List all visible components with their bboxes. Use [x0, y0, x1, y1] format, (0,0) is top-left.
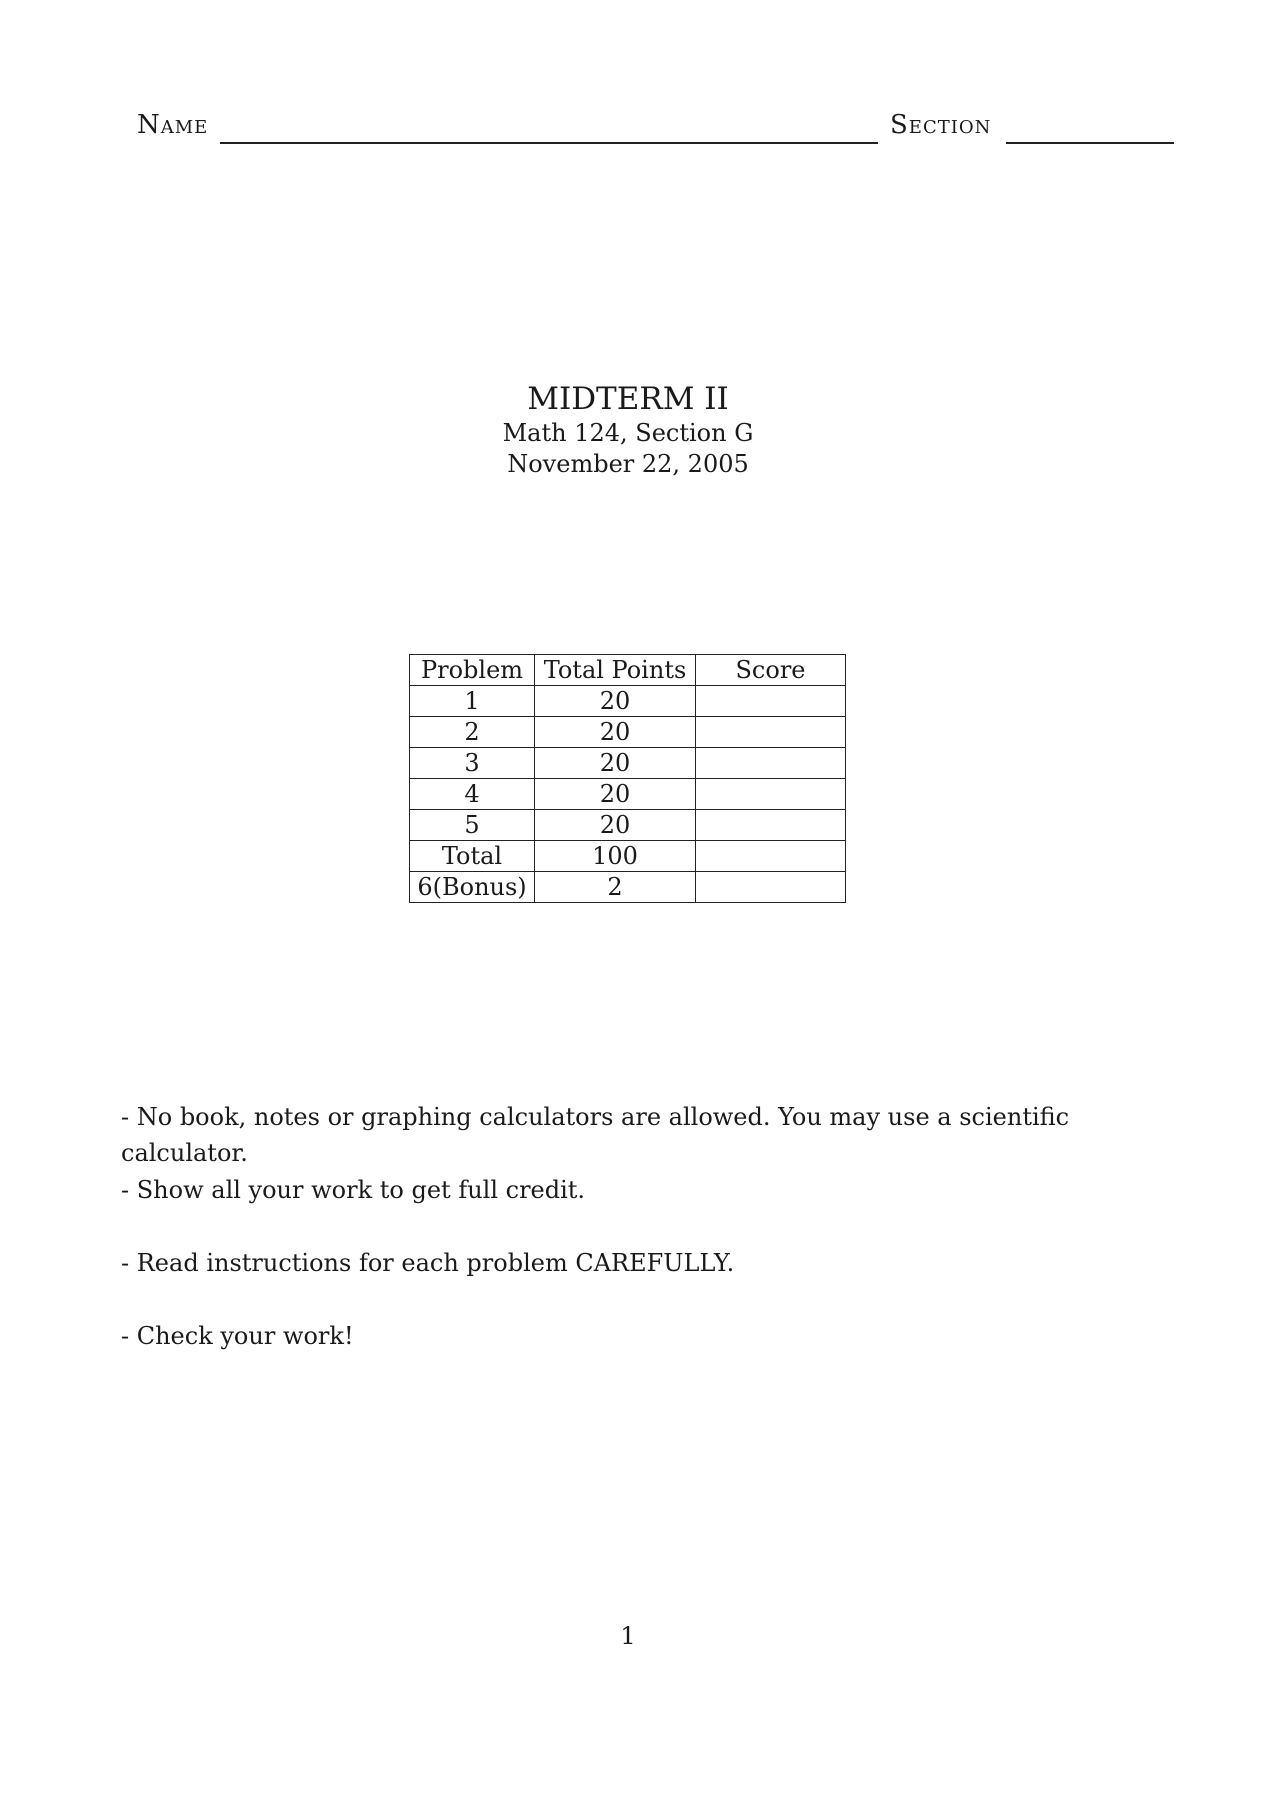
table-row: [410, 872, 846, 903]
instructions-list: [121, 1099, 1171, 1391]
section-label: Section: [890, 110, 992, 140]
table-row: [410, 779, 846, 810]
problem-cell: 2: [410, 717, 535, 748]
table-row: [410, 841, 846, 872]
instruction-item: - No book, notes or graphing calculators are allowed. You may use a scientific calculator.: [121, 1103, 1070, 1167]
score-table: [409, 654, 846, 903]
score-cell: [696, 872, 846, 903]
points-cell: 20: [535, 779, 696, 810]
points-cell: 20: [535, 748, 696, 779]
table-row: [410, 717, 846, 748]
page-number: 1: [620, 1622, 636, 1650]
problem-cell: 6(Bonus): [410, 872, 535, 903]
score-cell: [696, 686, 846, 717]
problem-cell: 4: [410, 779, 535, 810]
exam-title: MIDTERM II: [527, 381, 729, 417]
instruction-item: - Check your work!: [121, 1322, 354, 1350]
table-row: [410, 810, 846, 841]
score-cell: [696, 779, 846, 810]
score-cell: [696, 810, 846, 841]
problem-cell: 1: [410, 686, 535, 717]
points-cell: 100: [535, 841, 696, 872]
header-total-points: Total Points: [535, 655, 696, 686]
problem-cell: 3: [410, 748, 535, 779]
problem-cell: 5: [410, 810, 535, 841]
table-row: [410, 686, 846, 717]
header-score: Score: [696, 655, 846, 686]
problem-cell: Total: [410, 841, 535, 872]
header-problem: Problem: [410, 655, 535, 686]
score-cell: [696, 841, 846, 872]
score-cell: [696, 748, 846, 779]
table-row: [410, 748, 846, 779]
table-header-row: [410, 655, 846, 686]
exam-date: November 22, 2005: [507, 450, 749, 478]
name-label: Name: [137, 110, 209, 140]
points-cell: 20: [535, 686, 696, 717]
course-line: Math 124, Section G: [502, 419, 754, 447]
section-blank-line: [1006, 142, 1174, 144]
points-cell: 2: [535, 872, 696, 903]
title-block: [0, 380, 1256, 480]
points-cell: 20: [535, 717, 696, 748]
instruction-item: - Read instructions for each problem CAREFULLY.: [121, 1249, 735, 1277]
points-cell: 20: [535, 810, 696, 841]
student-info-header: [137, 110, 1177, 146]
instruction-item: - Show all your work to get full credit.: [121, 1176, 586, 1204]
name-blank-line: [220, 142, 878, 144]
score-cell: [696, 717, 846, 748]
